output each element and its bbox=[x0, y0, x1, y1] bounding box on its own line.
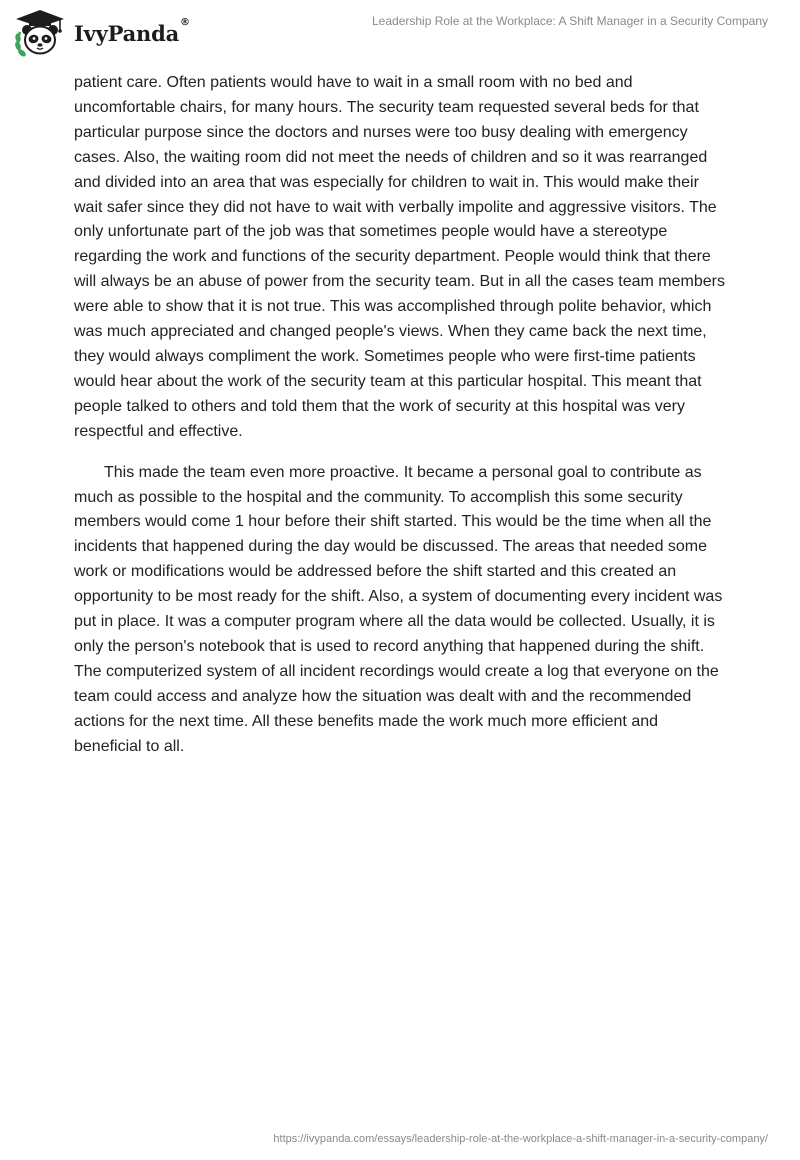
page-header bbox=[0, 0, 800, 64]
paragraph-2: This made the team even more proactive. It became a personal goal to contribute as much as possible to the hospital and the community. To accomplish this some security members would come 1 hour before their shift started. This would be the time when all the incidents that happened during the day would be discussed. The areas that needed some work or modifications would be addressed before the shift started and this created an opportunity to be most ready for the shift. Also, a system of documenting every incident was put in place. It was a computer program where all the data would be collected. Usually, it is only the person's notebook that is used to record anything that happened during the shift. The computerized system of all incident recordings would create a log that everyone on the team could access and analyze how the situation was dealt with and the recommended actions for the next time. All these benefits made the work much more efficient and beneficial to all. bbox=[74, 463, 723, 755]
brand-name: IvyPanda® bbox=[74, 16, 190, 46]
source-url-link[interactable]: https://ivypanda.com/essays/leadership-role-at-the-workplace-a-shift-manager-in-a-security-company/ bbox=[273, 1133, 768, 1145]
paragraph-1: patient care. Often patients would have to wait in a small room with no bed and uncomfortable chairs, for many hours. The security team requested several beds for that particular purpose since the doctors and nurses were too busy dealing with emergency cases. Also, the waiting room did not meet the needs of children and so it was rearranged and divided into an area that was especially for children to wait in. This would make their wait safer since they did not have to wait with verbally impolite and aggressive visitors. The only unfortunate part of the job was that sometimes people would have a stereotype regarding the work and functions of the security department. People would think that there will always be an abuse of power from the security team. But in all the cases team members were able to show that it is not true. This was accomplished through polite behavior, which was much appreciated and changed people's views. When they came back the next time, they would always compliment the work. Sometimes people who were first-time patients would hear about the work of the security team at this particular hospital. This meant that people talked to others and told them that the work of security at this hospital was very respectful and effective. bbox=[74, 74, 725, 440]
panda-logo-icon bbox=[14, 8, 66, 58]
registered-mark: ® bbox=[180, 16, 190, 28]
essay-body bbox=[74, 71, 726, 775]
document-title: Leadership Role at the Workplace: A Shift Manager in a Security Company bbox=[372, 14, 768, 28]
brand-logo[interactable] bbox=[14, 8, 190, 58]
